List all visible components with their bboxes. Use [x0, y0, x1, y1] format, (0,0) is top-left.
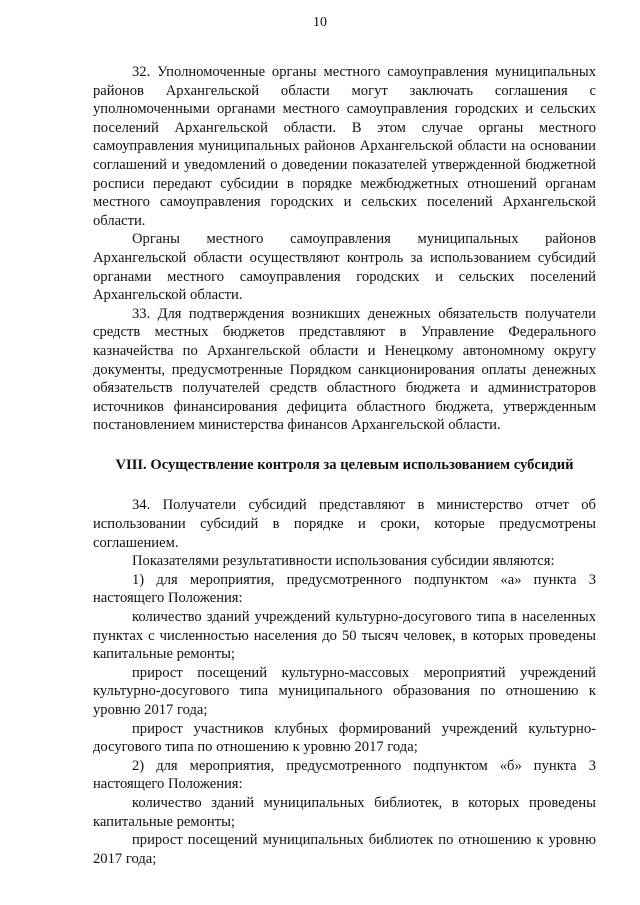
indicators-intro: Показателями результативности использования субсидии являются: — [132, 553, 555, 570]
document-body — [93, 63, 596, 868]
page-number: 10 — [313, 15, 327, 30]
list-item-1-indicator-buildings: количество зданий учреждений культурно-досугового типа в населенных пунктах с численностью населения до 50 тысяч человек, в которых проведены капитальные ремонты; — [93, 609, 596, 663]
list-item-1-indicator-participants: прирост участников клубных формирований учреждений культурно-досугового типа по отношению к уровню 2017 года; — [93, 720, 596, 756]
paragraph-34: 34. Получатели субсидий представляют в министерство отчет об использовании субсидий в порядке и сроки, которые предусмотрены соглашением. — [93, 497, 596, 551]
paragraph-control: Органы местного самоуправления муниципальных районов Архангельской области осуществляют контроль за использованием субсидий органами местного самоуправления городских и сельских поселений Архангельской области. — [93, 231, 596, 304]
list-item-1-indicator-visits: прирост посещений культурно-массовых мероприятий учреждений культурно-досугового типа муниципального образования по отношению к уровню 2017 года; — [93, 664, 596, 718]
paragraph-32: 32. Уполномоченные органы местного самоуправления муниципальных районов Архангельской области могут заключать соглашения с уполномоченными органами местного самоуправления городских и сельских поселений Архангельской области. В этом случае органы местного самоуправления муниципальных районов Архангельской области на основании соглашений и уведомлений о доведении показателей утвержденной бюджетной росписи передают субсидии в порядке межбюджетных отношений органам местного самоуправления городских и сельских поселений Архангельской области. — [93, 64, 596, 229]
paragraph-33: 33. Для подтверждения возникших денежных обязательств получатели средств местных бюджетов представляют в Управление Федерального казначейства по Архангельской области и Ненецкому автономному округу документы, предусмотренные Порядком санкционирования оплаты денежных обязательств получателей средств областного бюджета и администраторов источников финансирования дефицита областного бюджета, утвержденным постановлением министерства финансов Архангельской области. — [93, 305, 596, 434]
list-item-2-indicator-visits: прирост посещений муниципальных библиотек по отношению к уровню 2017 года; — [93, 832, 596, 867]
list-item-2-indicator-libraries: количество зданий муниципальных библиотек, в которых проведены капитальные ремонты; — [93, 794, 596, 830]
list-item-2: 2) для мероприятия, предусмотренного подпунктом «б» пункта 3 настоящего Положения: — [93, 757, 596, 793]
list-item-1: 1) для мероприятия, предусмотренного подпунктом «а» пункта 3 настоящего Положения: — [93, 571, 596, 607]
section-heading: VIII. Осуществление контроля за целевым использованием субсидий — [115, 456, 574, 473]
